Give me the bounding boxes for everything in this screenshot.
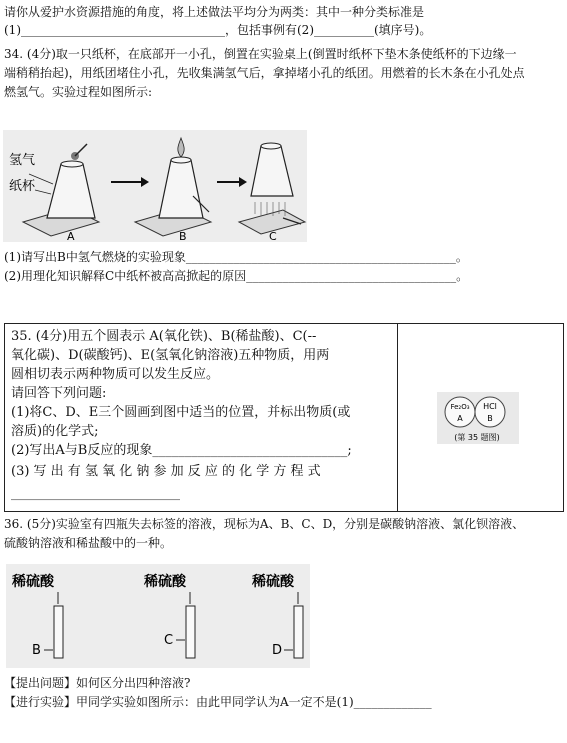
q35-line-4: 请回答下列问题: — [11, 386, 107, 401]
q36-problem: 【提出问题】如何区分出四种溶液? — [4, 676, 191, 690]
q35-line-3: 圆相切表示两种物质可以发生反应。 — [11, 367, 220, 382]
circle-b-formula: HCl — [483, 402, 497, 411]
arrow-2-head — [239, 177, 247, 187]
label-a: A — [67, 230, 75, 242]
q33-line-1: 请你从爱护水资源措施的角度，将上述做法平均分为两类：其中一种分类标准是 — [4, 5, 425, 19]
cup-top-b — [171, 157, 191, 163]
test-tube-d — [294, 606, 303, 658]
q34-line-3: 燃氢气。实验过程如图所示: — [4, 85, 153, 99]
q35-line-7: (2)写出A与B反应的现象______________________________; — [11, 443, 352, 458]
label-b: B — [179, 230, 187, 242]
circle-a-label: A — [457, 414, 463, 423]
stopper-handle-a — [75, 144, 87, 156]
cup-top-a — [61, 161, 83, 167]
cup-top-c — [261, 143, 281, 149]
q35-line-6: 溶质)的化学式; — [11, 424, 99, 439]
q36-line-1: 36. (5分)实验室有四瓶失去标签的溶液，现标为A、B、C、D，分别是碳酸钠溶液、氯化钡溶液、 — [4, 517, 525, 531]
reagent-label-3: 稀硫酸 — [252, 574, 294, 590]
reagent-label-2: 稀硫酸 — [144, 574, 186, 590]
q34-experiment-figure — [3, 130, 307, 242]
q34-figure-drawing — [3, 130, 307, 242]
tube-c-label: C — [164, 633, 174, 648]
reagent-label-1: 稀硫酸 — [12, 574, 54, 590]
q36-line-2: 硫酸钠溶液和稀盐酸中的一种。 — [4, 536, 173, 550]
circle-b-label: B — [487, 414, 493, 423]
label-paper-cup: 纸杯 — [9, 179, 36, 194]
q35-circles — [437, 392, 519, 444]
q36-experiment-figure — [6, 564, 310, 668]
q36-figure-drawing — [6, 564, 310, 668]
tube-b-label: B — [32, 643, 41, 658]
q34-sub-2: (2)用理化知识解释C中纸杯被高高掀起的原因___________________________________。 — [4, 269, 469, 283]
q35-line-8: (3) 写 出 有 氢 氧 化 钠 参 加 反 应 的 化 学 方 程 式 — [11, 464, 321, 479]
paper-cup-a — [47, 164, 95, 218]
q35-line-9: __________________________ — [11, 486, 180, 501]
q36-experiment: 【进行实验】甲同学实验如图所示：由此甲同学认为A一定不是(1)_____________ — [4, 695, 432, 709]
flame-icon — [178, 138, 184, 157]
arrow-1-head — [141, 177, 149, 187]
label-hydrogen: 氢气 — [9, 153, 36, 168]
q35-line-5: (1)将C、D、E三个圆画到图中适当的位置，并标出物质(或 — [11, 405, 351, 420]
q34-sub-1: (1)请写出B中氢气燃烧的实验现象_____________________________________________。 — [4, 250, 468, 264]
tube-d-label: D — [272, 643, 283, 658]
q35-figure-caption: (第 35 题图) — [454, 433, 500, 442]
q34-line-1: 34. (4分)取一只纸杯，在底部开一小孔，倒置在实验桌上(倒置时纸杯下垫木条使纸杯的下边缘一 — [4, 47, 517, 61]
circle-a-formula: Fe₂O₃ — [450, 403, 470, 411]
label-c: C — [269, 230, 277, 242]
q35-line-2: 氧化碳)、D(碳酸钙)、E(氢氧化钠溶液)五种物质，用两 — [11, 348, 330, 363]
q34-line-2: 端稍稍抬起)，用纸团堵住小孔，先收集满氢气后，拿掉堵小孔的纸团。用燃着的长木条在小孔处点 — [4, 66, 525, 80]
label-line-cup — [35, 190, 51, 194]
q35-divider — [397, 324, 398, 511]
paper-cup-c-lifted — [251, 146, 293, 196]
q35-circle-figure — [437, 392, 519, 444]
q33-line-2: (1)__________________________________，包括事例有(2)__________(填序号)。 — [4, 23, 432, 37]
test-tube-b — [54, 606, 63, 658]
paper-cup-b — [159, 160, 203, 218]
test-tube-c — [186, 606, 195, 658]
q35-line-1: 35. (4分)用五个圆表示 A(氧化铁)、B(稀盐酸)、C(-- — [11, 329, 317, 344]
